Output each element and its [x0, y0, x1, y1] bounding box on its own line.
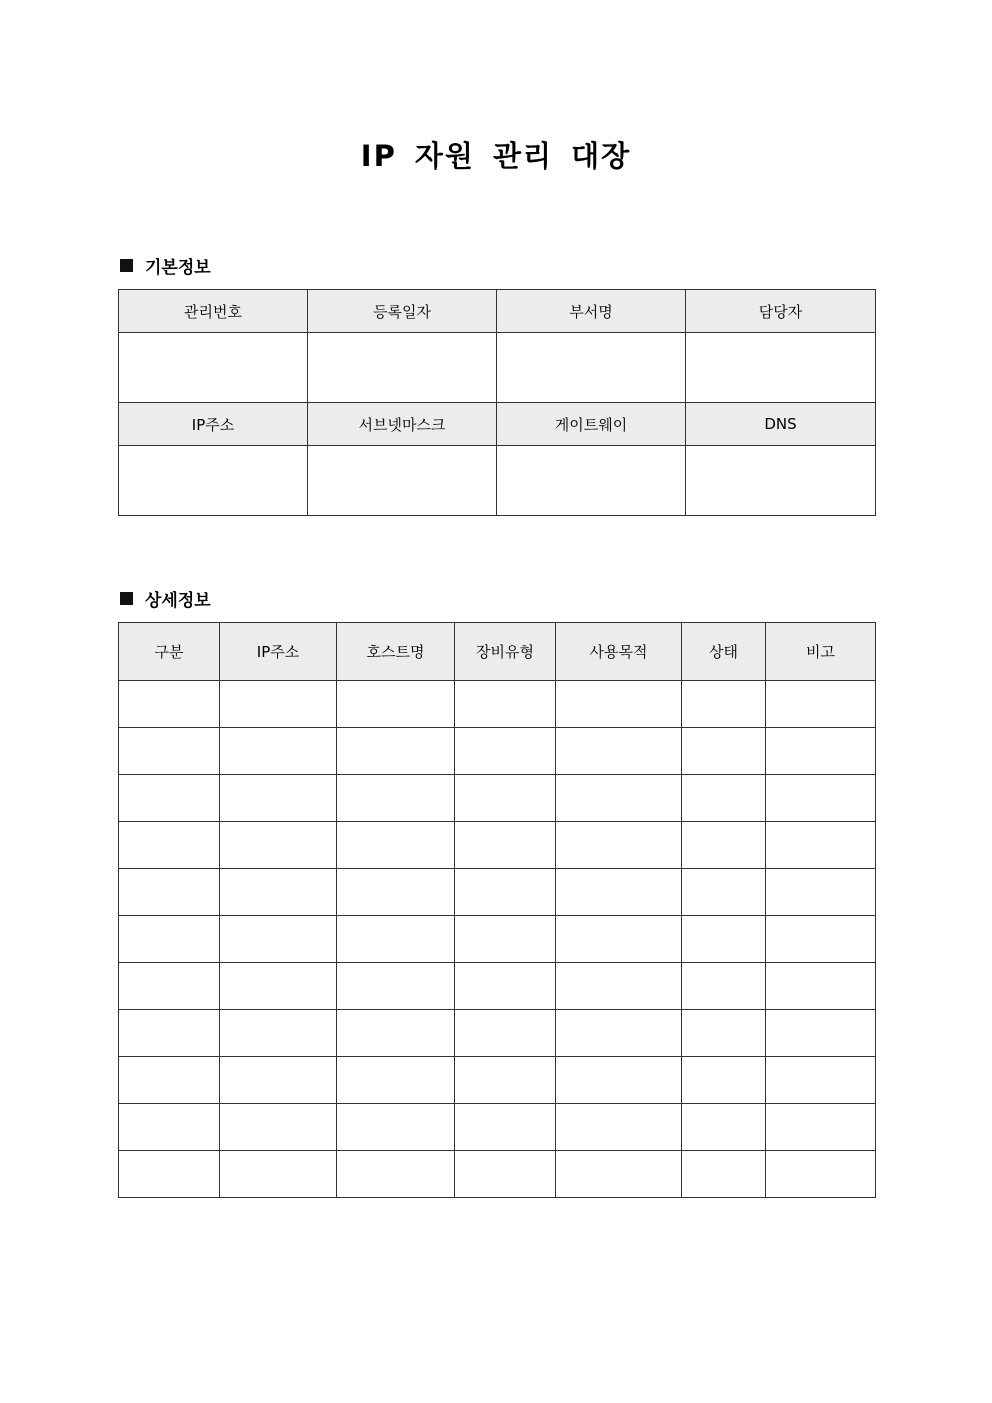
- status-cell[interactable]: [682, 963, 766, 1010]
- remarks-cell[interactable]: [766, 869, 876, 916]
- hostname-cell[interactable]: [337, 728, 455, 775]
- table-row: [119, 822, 876, 869]
- purpose-cell[interactable]: [556, 916, 682, 963]
- category-cell[interactable]: [119, 1057, 220, 1104]
- ip-address-cell[interactable]: [220, 1151, 337, 1198]
- hostname-cell[interactable]: [337, 963, 455, 1010]
- hostname-cell[interactable]: [337, 1151, 455, 1198]
- remarks-cell[interactable]: [766, 1104, 876, 1151]
- detail-header-row: [119, 623, 876, 681]
- detail-info-table: [118, 622, 876, 1198]
- ip-address-cell[interactable]: [220, 1010, 337, 1057]
- table-row: [119, 869, 876, 916]
- hostname-cell[interactable]: [337, 1104, 455, 1151]
- basic-header-row-1: [119, 290, 876, 333]
- basic-value-row-1: [119, 333, 876, 403]
- purpose-cell[interactable]: [556, 1010, 682, 1057]
- hostname-cell[interactable]: [337, 916, 455, 963]
- ip-address-cell[interactable]: [220, 869, 337, 916]
- device-type-cell[interactable]: [455, 963, 556, 1010]
- basic-value-row-2: [119, 446, 876, 516]
- category-cell[interactable]: [119, 775, 220, 822]
- basic-info-heading: [120, 253, 211, 277]
- remarks-cell[interactable]: [766, 963, 876, 1010]
- status-cell[interactable]: [682, 728, 766, 775]
- header-gateway: 게이트웨이: [497, 403, 686, 446]
- ip-address-cell[interactable]: [220, 681, 337, 728]
- remarks-cell[interactable]: [766, 1151, 876, 1198]
- table-row: [119, 728, 876, 775]
- subnet-mask-cell[interactable]: [308, 446, 497, 516]
- status-cell[interactable]: [682, 1104, 766, 1151]
- status-cell[interactable]: [682, 869, 766, 916]
- ip-address-cell[interactable]: [119, 446, 308, 516]
- purpose-cell[interactable]: [556, 728, 682, 775]
- category-cell[interactable]: [119, 822, 220, 869]
- device-type-cell[interactable]: [455, 1104, 556, 1151]
- remarks-cell[interactable]: [766, 775, 876, 822]
- ip-address-cell[interactable]: [220, 963, 337, 1010]
- hostname-cell[interactable]: [337, 822, 455, 869]
- remarks-cell[interactable]: [766, 681, 876, 728]
- remarks-cell[interactable]: [766, 728, 876, 775]
- header-status: 상태: [682, 623, 766, 681]
- table-row: [119, 1151, 876, 1198]
- header-management-number: 관리번호: [119, 290, 308, 333]
- purpose-cell[interactable]: [556, 869, 682, 916]
- detail-info-heading-text: 상세정보: [145, 590, 211, 611]
- category-cell[interactable]: [119, 681, 220, 728]
- purpose-cell[interactable]: [556, 1151, 682, 1198]
- hostname-cell[interactable]: [337, 681, 455, 728]
- header-device-type: 장비유형: [455, 623, 556, 681]
- table-row: [119, 681, 876, 728]
- management-number-cell[interactable]: [119, 333, 308, 403]
- remarks-cell[interactable]: [766, 916, 876, 963]
- header-ip-address: IP주소: [119, 403, 308, 446]
- table-row: [119, 1104, 876, 1151]
- manager-cell[interactable]: [686, 333, 876, 403]
- device-type-cell[interactable]: [455, 869, 556, 916]
- category-cell[interactable]: [119, 1010, 220, 1057]
- ip-address-cell[interactable]: [220, 1057, 337, 1104]
- category-cell[interactable]: [119, 963, 220, 1010]
- basic-header-row-2: [119, 403, 876, 446]
- remarks-cell[interactable]: [766, 1057, 876, 1104]
- category-cell[interactable]: [119, 1151, 220, 1198]
- hostname-cell[interactable]: [337, 1010, 455, 1057]
- category-cell[interactable]: [119, 869, 220, 916]
- device-type-cell[interactable]: [455, 728, 556, 775]
- status-cell[interactable]: [682, 681, 766, 728]
- purpose-cell[interactable]: [556, 681, 682, 728]
- header-dns: DNS: [686, 403, 876, 446]
- purpose-cell[interactable]: [556, 1057, 682, 1104]
- ip-address-cell[interactable]: [220, 916, 337, 963]
- purpose-cell[interactable]: [556, 822, 682, 869]
- ip-address-cell[interactable]: [220, 775, 337, 822]
- ip-address-cell[interactable]: [220, 1104, 337, 1151]
- department-cell[interactable]: [497, 333, 686, 403]
- device-type-cell[interactable]: [455, 1151, 556, 1198]
- remarks-cell[interactable]: [766, 1010, 876, 1057]
- basic-info-table: [118, 289, 876, 516]
- header-category: 구분: [119, 623, 220, 681]
- table-row: [119, 1057, 876, 1104]
- black-square-icon: [120, 259, 133, 272]
- device-type-cell[interactable]: [455, 1010, 556, 1057]
- header-manager: 담당자: [686, 290, 876, 333]
- status-cell[interactable]: [682, 1057, 766, 1104]
- status-cell[interactable]: [682, 916, 766, 963]
- category-cell[interactable]: [119, 1104, 220, 1151]
- ip-address-cell[interactable]: [220, 822, 337, 869]
- status-cell[interactable]: [682, 822, 766, 869]
- gateway-cell[interactable]: [497, 446, 686, 516]
- document-title: IP 자원 관리 대장: [360, 139, 632, 173]
- table-row: [119, 1010, 876, 1057]
- hostname-cell[interactable]: [337, 1057, 455, 1104]
- header-registration-date: 등록일자: [308, 290, 497, 333]
- hostname-cell[interactable]: [337, 869, 455, 916]
- purpose-cell[interactable]: [556, 775, 682, 822]
- device-type-cell[interactable]: [455, 822, 556, 869]
- remarks-cell[interactable]: [766, 822, 876, 869]
- header-department: 부서명: [497, 290, 686, 333]
- device-type-cell[interactable]: [455, 1057, 556, 1104]
- basic-info-heading-text: 기본정보: [145, 257, 211, 278]
- header-purpose: 사용목적: [556, 623, 682, 681]
- dns-cell[interactable]: [686, 446, 876, 516]
- detail-info-heading: [120, 586, 211, 610]
- black-square-icon: [120, 592, 133, 605]
- category-cell[interactable]: [119, 728, 220, 775]
- header-hostname: 호스트명: [337, 623, 455, 681]
- status-cell[interactable]: [682, 1010, 766, 1057]
- status-cell[interactable]: [682, 1151, 766, 1198]
- device-type-cell[interactable]: [455, 681, 556, 728]
- table-row: [119, 963, 876, 1010]
- header-remarks: 비고: [766, 623, 876, 681]
- table-row: [119, 916, 876, 963]
- ip-address-cell[interactable]: [220, 728, 337, 775]
- purpose-cell[interactable]: [556, 963, 682, 1010]
- category-cell[interactable]: [119, 916, 220, 963]
- registration-date-cell[interactable]: [308, 333, 497, 403]
- hostname-cell[interactable]: [337, 775, 455, 822]
- header-subnet-mask: 서브넷마스크: [308, 403, 497, 446]
- device-type-cell[interactable]: [455, 916, 556, 963]
- device-type-cell[interactable]: [455, 775, 556, 822]
- status-cell[interactable]: [682, 775, 766, 822]
- header-ip-address: IP주소: [220, 623, 337, 681]
- table-row: [119, 775, 876, 822]
- purpose-cell[interactable]: [556, 1104, 682, 1151]
